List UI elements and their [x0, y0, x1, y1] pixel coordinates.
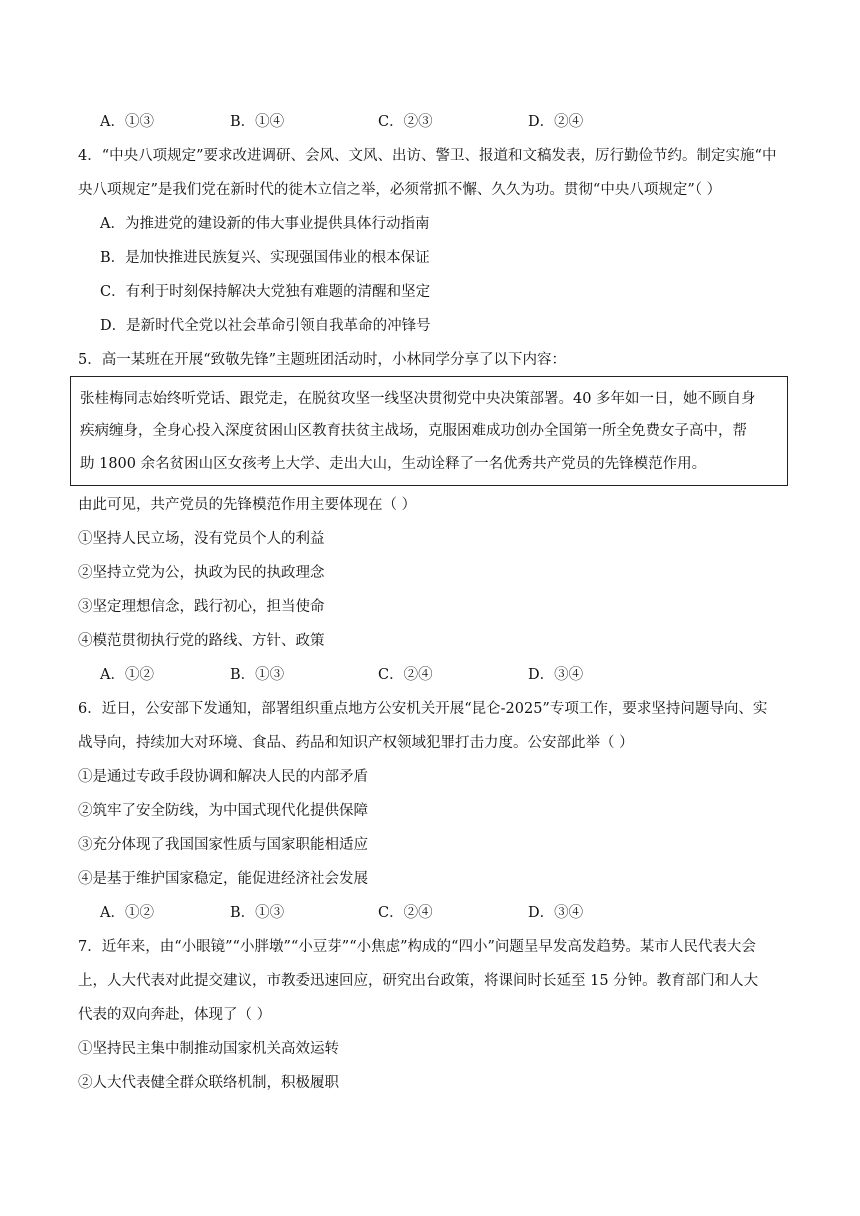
q4-option-d: D．是新时代全党以社会革命引领自我革命的冲锋号 — [100, 318, 431, 334]
q7-stem-line-1: 7．近年来，由“小眼镜”“小胖墩”“小豆芽”“小焦虑”构成的“四小”问题呈早发高发趋势。某市人民代表大会 — [78, 939, 756, 955]
q6-item-3: ③充分体现了我国国家性质与国家职能相适应 — [78, 837, 368, 853]
q5-options — [100, 665, 660, 685]
q5-stem: 5．高一某班在开展“致敬先锋”主题班团活动时，小林同学分享了以下内容： — [78, 352, 567, 368]
q3-options — [100, 112, 660, 132]
q5-material-line-2: 疾病缠身，全身心投入深度贫困山区教育扶贫主战场，克服困难成功创办全国第一所全免费女子高中，帮 — [80, 423, 747, 439]
option-b: B．①③ — [230, 905, 285, 921]
q4-option-a: A．为推进党的建设新的伟大事业提供具体行动指南 — [100, 216, 430, 232]
option-a: A．①③ — [100, 114, 154, 130]
q6-item-2: ②筑牢了安全防线，为中国式现代化提供保障 — [78, 803, 368, 819]
q5-item-3: ③坚定理想信念，践行初心，担当使命 — [78, 599, 325, 615]
q7-item-2: ②人大代表健全群众联络机制，积极履职 — [78, 1075, 339, 1091]
q7-item-1: ①坚持民主集中制推动国家机关高效运转 — [78, 1041, 339, 1057]
q5-material-box — [70, 376, 788, 486]
q5-item-2: ②坚持立党为公，执政为民的执政理念 — [78, 565, 325, 581]
q4-option-b: B．是加快推进民族复兴、实现强国伟业的根本保证 — [100, 250, 430, 266]
q6-stem-line-1: 6．近日，公安部下发通知，部署组织重点地方公安机关开展“昆仑-2025”专项工作，要求坚持问题导向、实 — [78, 701, 768, 717]
option-c: C．②④ — [378, 905, 433, 921]
q6-stem-line-2: 战导向，持续加大对环境、食品、药品和知识产权领域犯罪打击力度。公安部此举（ ） — [78, 735, 634, 751]
q6-item-1: ①是通过专政手段协调和解决人民的内部矛盾 — [78, 769, 368, 785]
q5-item-4: ④模范贯彻执行党的路线、方针、政策 — [78, 633, 325, 649]
option-b: B．①③ — [230, 667, 285, 683]
q4-stem-line-1: 4．“中央八项规定”要求改进调研、会风、文风、出访、警卫、报道和文稿发表，厉行勤俭节约。制定实施“中 — [78, 148, 777, 164]
q7-stem-line-3: 代表的双向奔赴，体现了（ ） — [78, 1007, 272, 1023]
option-a: A．①② — [100, 667, 154, 683]
q5-item-1: ①坚持人民立场，没有党员个人的利益 — [78, 531, 325, 547]
option-d: D．③④ — [528, 905, 584, 921]
option-d: D．③④ — [528, 667, 584, 683]
q6-item-4: ④是基于维护国家稳定，能促进经济社会发展 — [78, 871, 368, 887]
option-a: A．①② — [100, 905, 154, 921]
q7-stem-line-2: 上，人大代表对此提交建议，市教委迅速回应，研究出台政策，将课间时长延至 15 分钟。教育部门和人大 — [78, 973, 759, 989]
q4-stem-line-2: 央八项规定”是我们党在新时代的徙木立信之举，必须常抓不懈、久久为功。贯彻“中央八项规定”（ ） — [78, 182, 722, 198]
q5-material-line-1: 张桂梅同志始终听党话、跟党走，在脱贫攻坚一线坚决贯彻党中央决策部署。40 多年如一日，她不顾自身 — [80, 391, 756, 407]
q6-options — [100, 903, 660, 923]
option-d: D．②④ — [528, 114, 584, 130]
option-b: B．①④ — [230, 114, 285, 130]
q5-material-line-3: 助 1800 余名贫困山区女孩考上大学、走出大山，生动诠释了一名优秀共产党员的先锋模范作用。 — [80, 456, 707, 472]
option-c: C．②④ — [378, 667, 433, 683]
q4-option-c: C．有利于时刻保持解决大党独有难题的清醒和坚定 — [100, 284, 431, 300]
option-c: C．②③ — [378, 114, 433, 130]
q5-question: 由此可见，共产党员的先锋模范作用主要体现在（ ） — [78, 497, 417, 513]
